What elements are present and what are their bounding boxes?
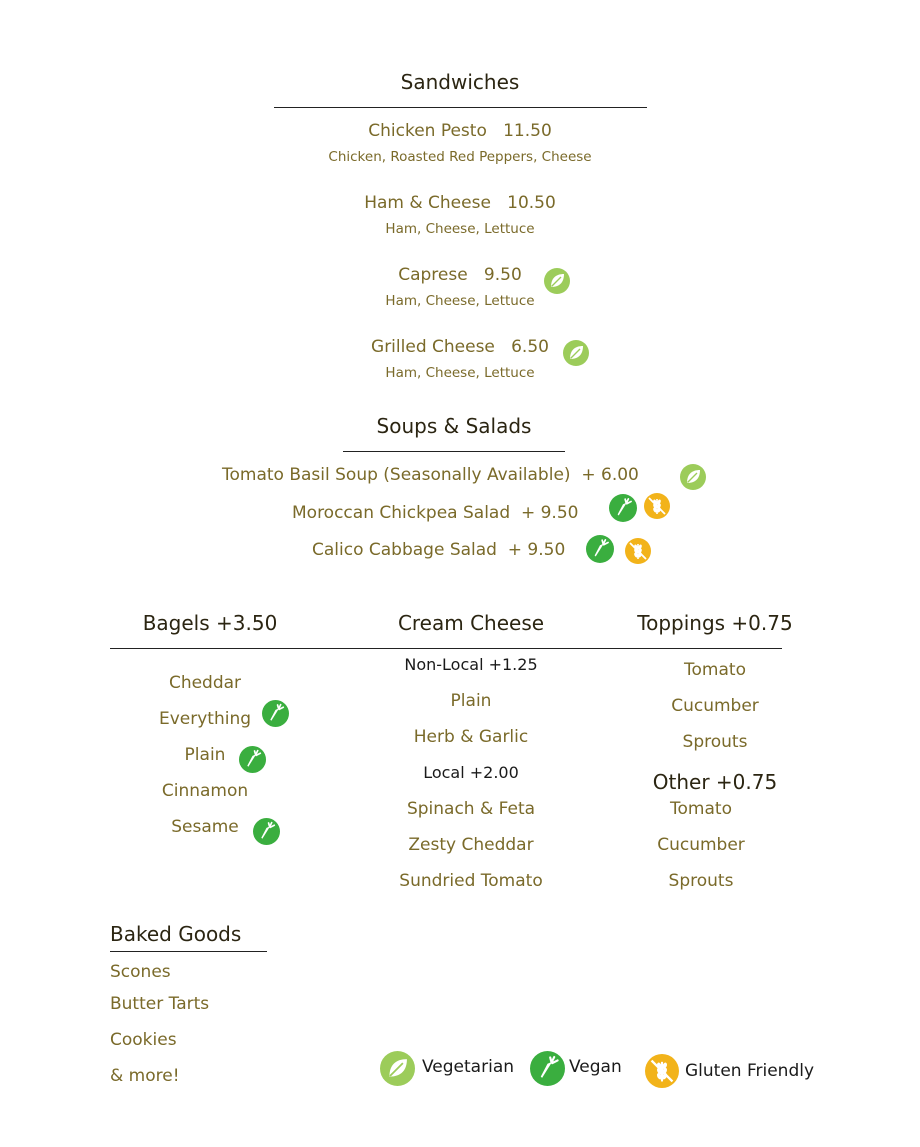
cream-cheese-item: Spinach & Feta: [406, 799, 536, 819]
carrot-icon: [253, 818, 280, 845]
cream-cheese-title: Cream Cheese: [397, 611, 545, 635]
local-label: Local +2.00: [423, 763, 519, 782]
leaf-icon: [563, 340, 589, 366]
sandwich-desc: Ham, Cheese, Lettuce: [385, 221, 535, 237]
cream-cheese-item: Plain: [450, 691, 492, 711]
wheat-crossed-icon: [644, 493, 670, 519]
sandwich-name: Chicken Pesto 11.50: [368, 121, 552, 141]
soup-item: Tomato Basil Soup (Seasonally Available) + 6.00: [222, 465, 639, 485]
sandwiches-divider: [274, 107, 647, 108]
topping-item: Sprouts: [682, 732, 748, 752]
bagel-item: Sesame: [171, 817, 239, 837]
wheat-crossed-icon: [645, 1054, 679, 1088]
bagel-item: Everything: [158, 709, 252, 729]
other-title: Other +0.75: [652, 770, 778, 794]
carrot-icon: [609, 494, 637, 522]
topping-item: Cucumber: [671, 696, 759, 716]
baked-divider: [110, 951, 267, 952]
sandwich-price: 9.50: [483, 265, 522, 285]
cream-cheese-item: Herb & Garlic: [413, 727, 529, 747]
other-item: Sprouts: [668, 871, 734, 891]
leaf-icon: [680, 464, 706, 490]
sandwich-desc: Ham, Cheese, Lettuce: [385, 293, 535, 309]
baked-title: Baked Goods: [110, 922, 242, 946]
salad-item: Moroccan Chickpea Salad + 9.50: [292, 503, 579, 523]
sandwich-price: 10.50: [507, 193, 556, 213]
baked-item: Scones: [110, 962, 171, 982]
bagel-item: Cinnamon: [161, 781, 249, 801]
sandwich-desc: Chicken, Roasted Red Peppers, Cheese: [328, 149, 592, 165]
sandwiches-title: Sandwiches: [400, 70, 520, 94]
legend-vegan: Vegan: [569, 1057, 622, 1077]
bagels-title: Bagels +3.50: [142, 611, 278, 635]
sandwich-name: Caprese 9.50: [398, 265, 522, 285]
legend-gluten: Gluten Friendly: [685, 1061, 815, 1081]
toppings-title: Toppings +0.75: [637, 611, 793, 635]
leaf-icon: [380, 1051, 415, 1086]
carrot-icon: [586, 535, 614, 563]
wheat-crossed-icon: [625, 538, 651, 564]
baked-item: Cookies: [110, 1030, 177, 1050]
leaf-icon: [544, 268, 570, 294]
sandwich-price: 11.50: [503, 121, 552, 141]
sandwich-desc: Ham, Cheese, Lettuce: [385, 365, 535, 381]
carrot-icon: [530, 1051, 565, 1086]
other-item: Tomato: [670, 799, 732, 819]
nonlocal-label: Non-Local +1.25: [404, 655, 538, 674]
bagel-item: Plain: [184, 745, 226, 765]
soups-title: Soups & Salads: [376, 414, 532, 438]
sandwich-price: 6.50: [511, 337, 549, 357]
other-item: Cucumber: [657, 835, 745, 855]
carrot-icon: [239, 746, 266, 773]
columns-divider: [110, 648, 782, 649]
baked-item: Butter Tarts: [110, 994, 210, 1014]
topping-item: Tomato: [684, 660, 746, 680]
bagel-item: Cheddar: [168, 673, 242, 693]
carrot-icon: [262, 700, 289, 727]
legend-vegetarian: Vegetarian: [422, 1057, 515, 1077]
sandwich-name: Grilled Cheese 6.50: [371, 337, 549, 357]
sandwich-name: Ham & Cheese 10.50: [364, 193, 556, 213]
baked-item: & more!: [110, 1066, 180, 1086]
soups-divider: [343, 451, 565, 452]
cream-cheese-item: Sundried Tomato: [399, 871, 543, 891]
cream-cheese-item: Zesty Cheddar: [408, 835, 534, 855]
salad-item: Calico Cabbage Salad + 9.50: [312, 540, 566, 560]
